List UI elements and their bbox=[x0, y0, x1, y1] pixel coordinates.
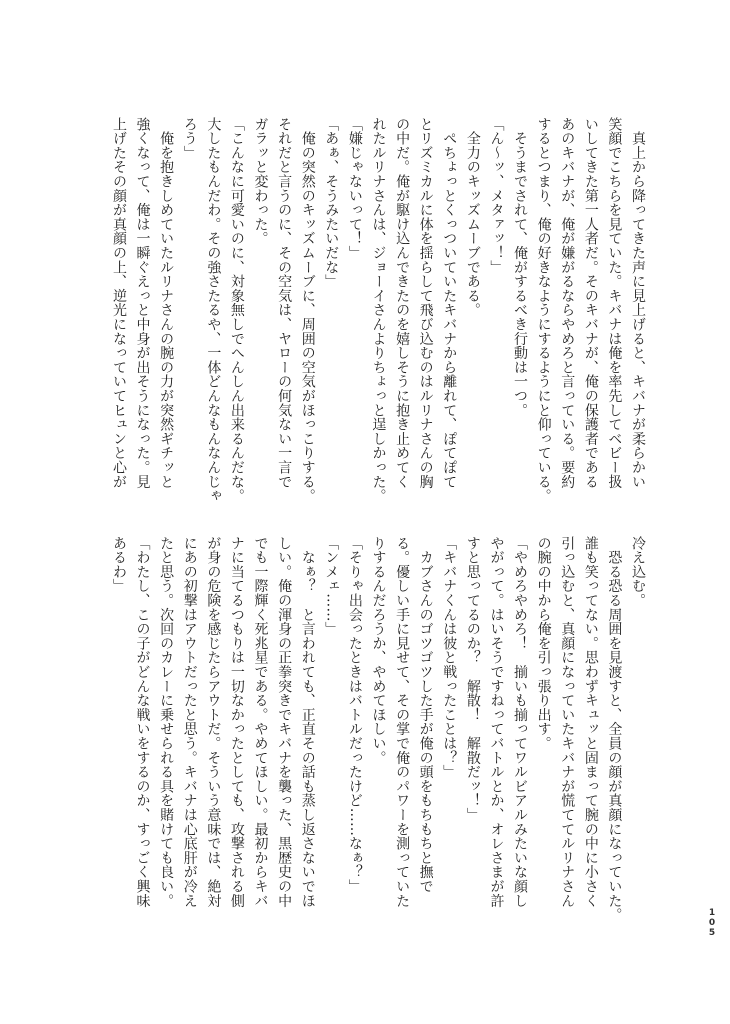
text-column: が身の危険を感じたらアウトだ。そういう意味では、絶対 bbox=[205, 536, 222, 908]
text-column: 大したもんだわ。その強さたるや、一体どんなもんなんじゃ bbox=[205, 117, 222, 504]
text-column: 「こんなに可愛いのに、対象無しでへんしん出来るんだな。 bbox=[228, 117, 245, 504]
text-column: ガラッと変わった。 bbox=[252, 117, 269, 246]
text-column: とリズミカルに体を揺らして飛び込むのはルリナさんの胸 bbox=[417, 117, 434, 489]
text-column: 恐る恐る周囲を見渡すと、全員の顔が真顔になっていた。 bbox=[606, 536, 623, 923]
text-column: れたルリナさんは、ジョーイさんよりちょっと逞しかった。 bbox=[370, 117, 387, 504]
text-column: そうまでされて、俺がするべき行動は一つ。 bbox=[512, 117, 529, 418]
text-column: る。優しい手に見せて、その掌で俺のパワーを測っていた bbox=[394, 536, 411, 908]
text-column: やがって。はいそうですねってバトルとか、オレさまが許 bbox=[488, 536, 505, 908]
text-column: するとつまり、俺の好きなようにするようにと仰っている。 bbox=[535, 117, 552, 504]
lower-text-tier bbox=[106, 536, 649, 922]
text-column: ぺちょっとくっついていたキバナから離れて、ぽてぽて bbox=[441, 117, 458, 489]
text-column: 上げたその顔が真顔の上、逆光になっていてヒュンと心が bbox=[110, 117, 127, 489]
text-column: 冷え込む。 bbox=[630, 536, 646, 608]
text-column: いしてきた第一人者だ。そのキバナが、俺の保護者である bbox=[582, 117, 599, 489]
text-column: すと思ってるのか？ 解散！ 解散だッ！」 bbox=[464, 536, 481, 822]
text-column: 真上から降ってきた声に見上げると、キバナが柔らかい bbox=[630, 117, 646, 489]
text-column: 「ンメェ……」 bbox=[323, 536, 340, 637]
text-column: 俺を抱きしめていたルリナさんの腕の力が突然ギチッと bbox=[158, 117, 175, 489]
text-column: 「キバナくんは彼と戦ったことは？」 bbox=[441, 536, 458, 780]
text-column: あるわ」 bbox=[110, 536, 127, 594]
text-column: たと思う。次回のカレーに乗せられる具を賭けても良い。 bbox=[158, 536, 175, 908]
text-column: あのキバナが、俺が嫌がるならやめろと言っている。要約 bbox=[559, 117, 576, 489]
text-column: りするんだろうか、やめてほしい。 bbox=[370, 536, 387, 765]
text-column: 「そりゃ出会ったときはバトルだったけど……なぁ？」 bbox=[346, 536, 363, 894]
text-column: の中だ。俺が駆け込んできたのを嬉しそうに抱き止めてく bbox=[394, 117, 411, 489]
text-column: ナに当てるつもりは一切なかったとしても、攻撃される側 bbox=[228, 536, 245, 908]
text-column: 誰も笑ってない。思わずキュッと固まって腕の中に小さく bbox=[582, 536, 599, 908]
text-column: 強くなって、俺は一瞬ぐえっと中身が出そうになった。見 bbox=[134, 117, 151, 489]
text-column: 「やめろやめろ！ 揃いも揃ってワルビアルみたいな顔し bbox=[512, 536, 529, 908]
text-column: 全力のキッズムーブである。 bbox=[464, 117, 481, 318]
text-column: 引っ込むと、真顔になっていたキバナが慌ててルリナさん bbox=[559, 536, 576, 908]
text-column: それだと言うのに、その空気は、ヤローの何気ない一言で bbox=[276, 117, 293, 489]
upper-text-tier bbox=[106, 117, 649, 503]
text-column: カブさんのゴツゴツした手が俺の頭をもちもちと撫で bbox=[417, 536, 434, 894]
text-column: でも一際輝く死兆星である。やめてほしい。最初からキバ bbox=[252, 536, 269, 908]
page-number: 105 bbox=[707, 908, 717, 938]
text-column: にあの初撃はアウトだったと思う。キバナは心底肝が冷え bbox=[181, 536, 198, 908]
text-column: 俺の突然のキッズムーブに、周囲の空気がほっこりする。 bbox=[299, 117, 316, 504]
text-column: 「あぁ、そうみたいだな」 bbox=[323, 117, 340, 289]
text-column: しい。俺の渾身の正拳突きでキバナを襲った、黒歴史の中 bbox=[276, 536, 293, 908]
text-column: なぁ？ と言われても、正直その話も蒸し返さないでほ bbox=[299, 536, 316, 908]
text-column: 笑顔でこちらを見ていた。キバナは俺を率先してベビー扱 bbox=[606, 117, 623, 489]
text-column: 「嫌じゃないって！」 bbox=[346, 117, 363, 260]
text-column: 「わたし、この子がどんな戦いをするのか、すっごく興味 bbox=[134, 536, 151, 908]
text-column: の腕の中から俺を引っ張り出す。 bbox=[535, 536, 552, 751]
text-column: ろう」 bbox=[181, 117, 198, 160]
text-column: 「ん〜ッ、メタァッ！」 bbox=[488, 117, 505, 275]
